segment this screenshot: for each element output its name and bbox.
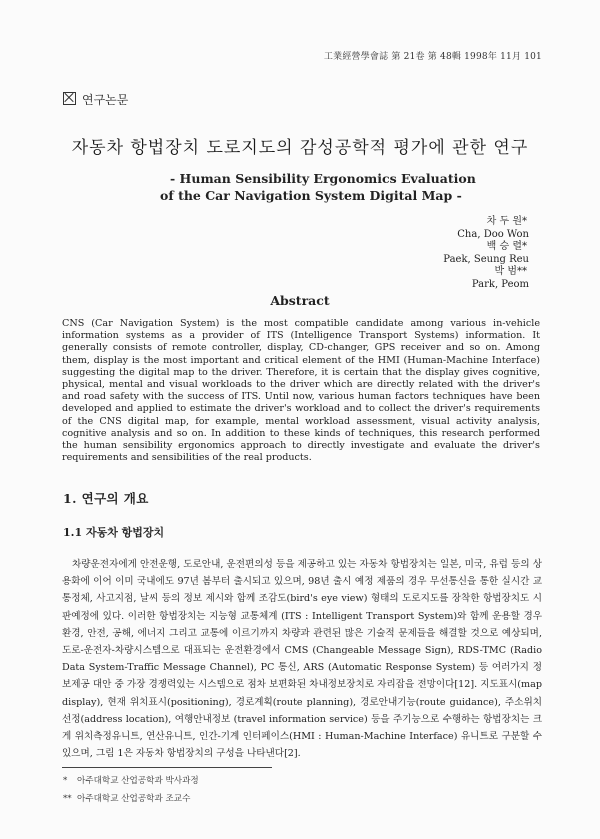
checkbox-x-icon [63,92,76,105]
author-name-en: Cha, Doo Won [457,228,529,240]
article-type-label: 연구논문 [82,93,129,107]
section-heading: 1. 연구의 개요 [63,491,149,506]
footnote-mark: * [63,776,68,786]
subsection-heading: 1.1 자동차 항법장치 [63,526,165,539]
abstract-text: CNS (Car Navigation System) is the most compatible candidate among various in-vehicle information systems as a provider of ITS (Intelligence Transport Systems) information. It generally consists of remote controller, display, CD-changer, GPS receiver and so on. Among them, display is the most important and critical element of the HMI (Human-Machine Interface) suggesting the digital map to the driver. Therefore, it is certain that the display gives cognitive, physical, mental and visual workloads to the driver which are directly related with the driver's and road safety with the success of ITS. Until now, various human factors techniques have been developed and applied to estimate the driver's workload and to collect the driver's requirements of the CNS digital map, for example, mental workload assessment, visual activity analysis, cognitive analysis and so on. In addition to these kinds of techniques, this research performed the human sensibility ergonomics approach to directly investigate and evaluate the driver's requirements and sensibilities of the real products. [62,318,540,464]
footnote-text: 아주대학교 산업공학과 박사과정 [77,776,199,786]
abstract-heading: Abstract [270,293,330,308]
title-english-line2: of the Car Navigation System Digital Map - [160,188,462,203]
footnote-mark: ** [63,794,72,804]
body-paragraph: 차량운전자에게 안전운행, 도로안내, 운전편의성 등을 제공하고 있는 자동차 항법장치는 일본, 미국, 유럽 등의 상용화에 이어 이미 국내에도 97년 봄부터 출시되고 있으며, 98년 출시 예정 제품의 경우 무선통신을 통한 실시간 교통정체, 사고지점, 날씨 등의 정보 제시와 함께 조감도(bird's eye view) 형태의 도로지도를 장착한 항법장치도 시판예정에 있다. 이러한 항법장치는 지능형 교통체계 (ITS : Intelligent Transport System)와 함께 운용할 경우 환경, 안전, 공해, 에너지 그리고 교통에 이르기까지 차량과 관련된 많은 기술적 문제들을 해결할 것으로 예상되며, 도로-운전자-차량시스템으로 대표되는 운전환경에서 CMS (Changeable Message Sign), RDS-TMC (Radio Data System-Traffic Message Channel), PC 통신, ARS (Automatic Response System) 등 여러가지 정보제공 대안 중 가장 경쟁력있는 시스템으로 점차 보편화된 차내정보장치로 자리잡을 전망이다[12]. 지도표시(map display), 현재 위치표시(positioning), 경로계획(route planning), 경로안내기능(route guidance), 주소위치선정(address location), 여행안내정보 (travel information service) 등을 주기능으로 수행하는 항법장치는 크게 위치측정유니트, 연산유니트, 인간-기계 인터페이스(HMI : Human-Machine Interface) 유니트로 구분할 수 있으며, 그림 1은 자동차 항법장치의 구성을 나타낸다[2]. [62,559,542,760]
author-name-ko: 차 두 원* [486,216,527,227]
title-english-line1: - Human Sensibility Ergonomics Evaluation [170,171,476,186]
author-list [443,216,529,292]
footnote-text: 아주대학교 산업공학과 조교수 [77,794,191,804]
title-korean: 자동차 항법장치 도로지도의 감성공학적 평가에 관한 연구 [71,138,529,158]
author-name-en: Paek, Seung Reu [443,253,529,265]
footnote [63,774,199,786]
title-english [160,170,476,204]
author-name-ko: 박 범** [494,266,527,278]
running-header: 工業經營學會誌 第 21卷 第 48輯 1998年 11月 101 [323,52,542,62]
author-name-ko: 백 승 렬* [486,241,527,253]
footnote [63,792,190,804]
footnote-divider [62,767,272,768]
article-type [63,91,128,108]
author-name-en: Park, Peom [471,278,529,290]
